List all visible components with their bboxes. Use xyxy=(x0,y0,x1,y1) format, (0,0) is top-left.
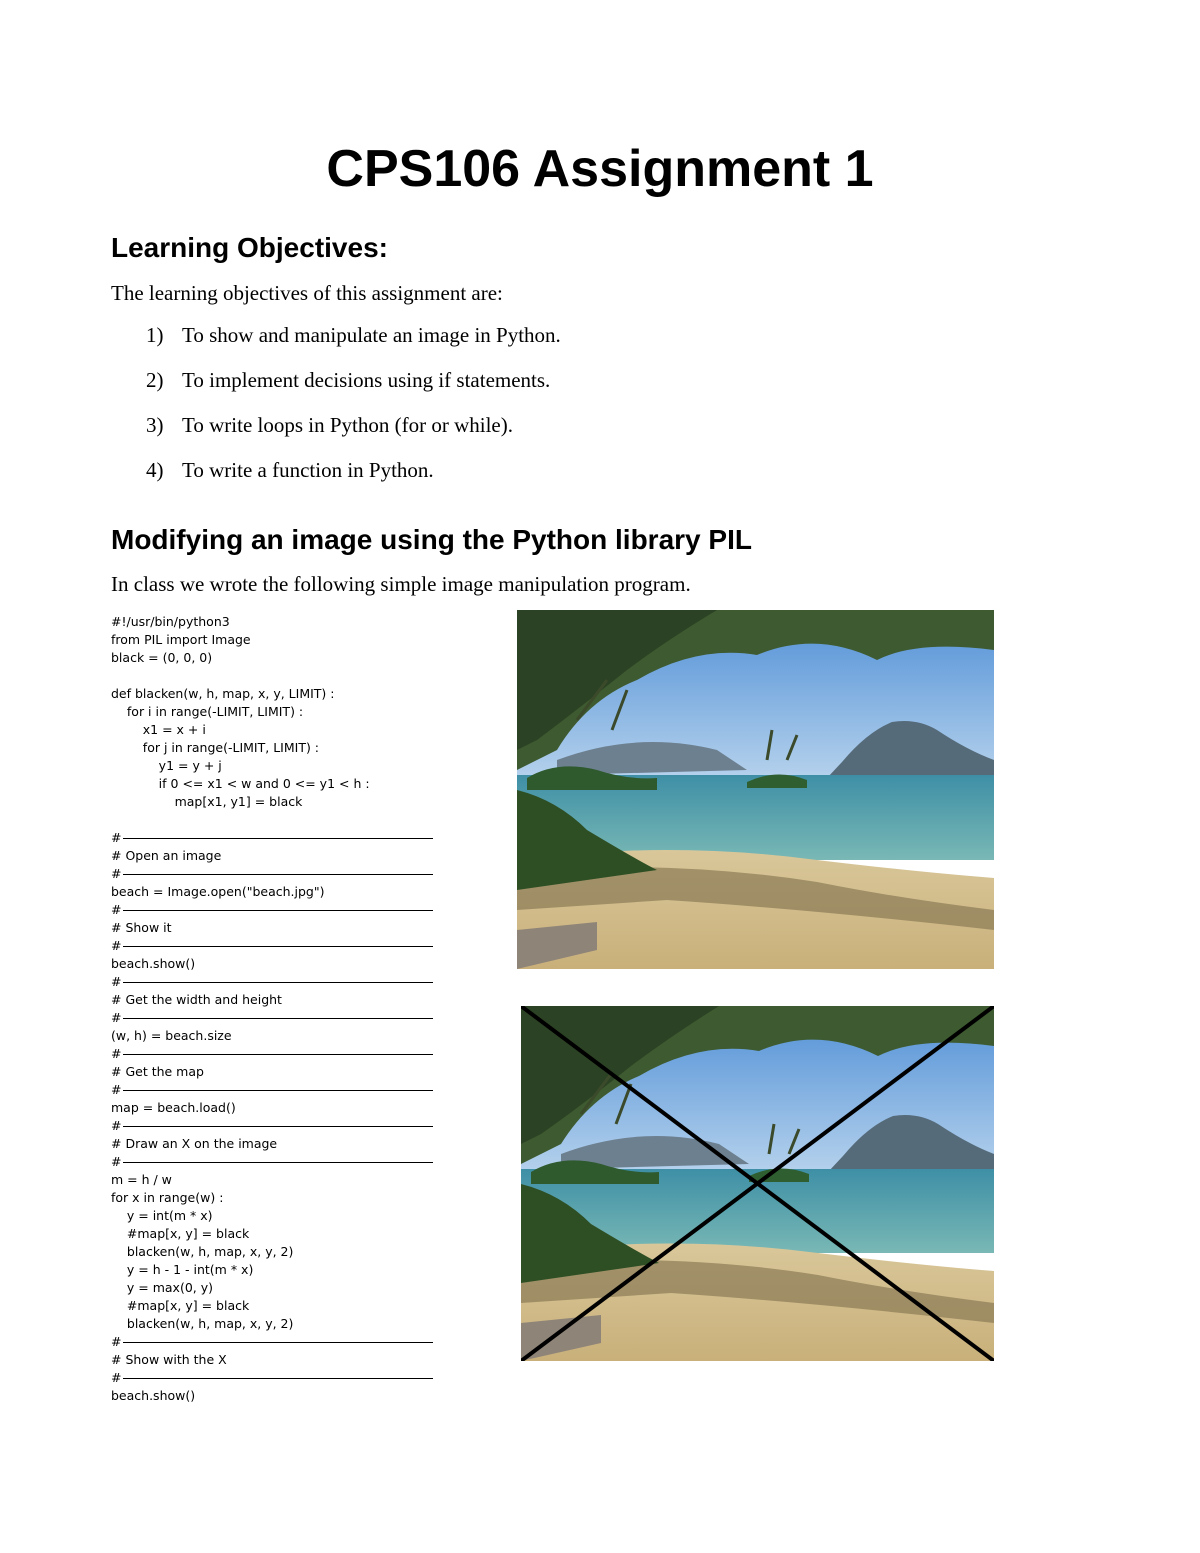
code-blank-line xyxy=(111,811,433,829)
code-blank-line xyxy=(111,667,433,685)
code-line: y = max(0, y) xyxy=(111,1280,213,1295)
code-listing xyxy=(111,613,433,1405)
list-number: 4) xyxy=(146,458,164,482)
code-comment-rule: # xyxy=(111,829,433,847)
list-item xyxy=(146,412,561,457)
objectives-list xyxy=(146,322,561,502)
code-comment-rule: # xyxy=(111,1369,433,1387)
code-line: #map[x, y] = black xyxy=(111,1298,250,1313)
code-line: beach = Image.open("beach.jpg") xyxy=(111,884,325,899)
code-line: y1 = y + j xyxy=(111,758,222,773)
list-item xyxy=(146,322,561,367)
code-line: # Draw an X on the image xyxy=(111,1136,278,1151)
beach-photo-x-illustration xyxy=(521,1006,994,1361)
code-comment-rule: # xyxy=(111,973,433,991)
code-line: #map[x, y] = black xyxy=(111,1226,250,1241)
code-line: for x in range(w) : xyxy=(111,1190,224,1205)
code-comment-rule: # xyxy=(111,1009,433,1027)
list-number: 2) xyxy=(146,368,164,392)
list-text: To show and manipulate an image in Python. xyxy=(182,323,561,347)
code-line: #!/usr/bin/python3 xyxy=(111,614,230,629)
beach-photo-with-x xyxy=(521,1006,994,1361)
code-line: x1 = x + i xyxy=(111,722,206,737)
code-comment-rule: # xyxy=(111,901,433,919)
code-line: y = int(m * x) xyxy=(111,1208,213,1223)
code-line: beach.show() xyxy=(111,1388,196,1403)
code-line: # Get the width and height xyxy=(111,992,282,1007)
code-line: for j in range(-LIMIT, LIMIT) : xyxy=(111,740,320,755)
beach-photo-illustration xyxy=(517,610,994,969)
list-text: To write loops in Python (for or while). xyxy=(182,413,513,437)
list-number: 1) xyxy=(146,323,164,347)
code-comment-rule: # xyxy=(111,1117,433,1135)
code-line: # Get the map xyxy=(111,1064,204,1079)
code-line: map[x1, y1] = black xyxy=(111,794,303,809)
list-item xyxy=(146,457,561,502)
code-comment-rule: # xyxy=(111,937,433,955)
code-line: def blacken(w, h, map, x, y, LIMIT) : xyxy=(111,686,335,701)
code-line: for i in range(-LIMIT, LIMIT) : xyxy=(111,704,304,719)
code-comment-rule: # xyxy=(111,1153,433,1171)
code-line: # Show with the X xyxy=(111,1352,227,1367)
code-line: # Show it xyxy=(111,920,172,935)
code-line: blacken(w, h, map, x, y, 2) xyxy=(111,1316,294,1331)
code-line: if 0 <= x1 < w and 0 <= y1 < h : xyxy=(111,776,370,791)
code-comment-rule: # xyxy=(111,865,433,883)
code-line: (w, h) = beach.size xyxy=(111,1028,232,1043)
objectives-intro: The learning objectives of this assignment are: xyxy=(111,281,503,305)
list-text: To write a function in Python. xyxy=(182,458,434,482)
list-number: 3) xyxy=(146,413,164,437)
code-line: beach.show() xyxy=(111,956,196,971)
code-comment-rule: # xyxy=(111,1333,433,1351)
objectives-heading: Learning Objectives: xyxy=(111,232,388,263)
beach-photo xyxy=(517,610,994,969)
code-comment-rule: # xyxy=(111,1081,433,1099)
code-line: # Open an image xyxy=(111,848,222,863)
list-text: To implement decisions using if statements. xyxy=(182,368,551,392)
code-line: black = (0, 0, 0) xyxy=(111,650,213,665)
pil-section-intro: In class we wrote the following simple image manipulation program. xyxy=(111,572,691,596)
code-line: blacken(w, h, map, x, y, 2) xyxy=(111,1244,294,1259)
page-title: CPS106 Assignment 1 xyxy=(326,140,874,198)
code-comment-rule: # xyxy=(111,1045,433,1063)
code-line: m = h / w xyxy=(111,1172,172,1187)
code-line: y = h - 1 - int(m * x) xyxy=(111,1262,254,1277)
pil-section-heading: Modifying an image using the Python library PIL xyxy=(111,524,752,555)
code-line: map = beach.load() xyxy=(111,1100,236,1115)
code-line: from PIL import Image xyxy=(111,632,251,647)
list-item xyxy=(146,367,561,412)
